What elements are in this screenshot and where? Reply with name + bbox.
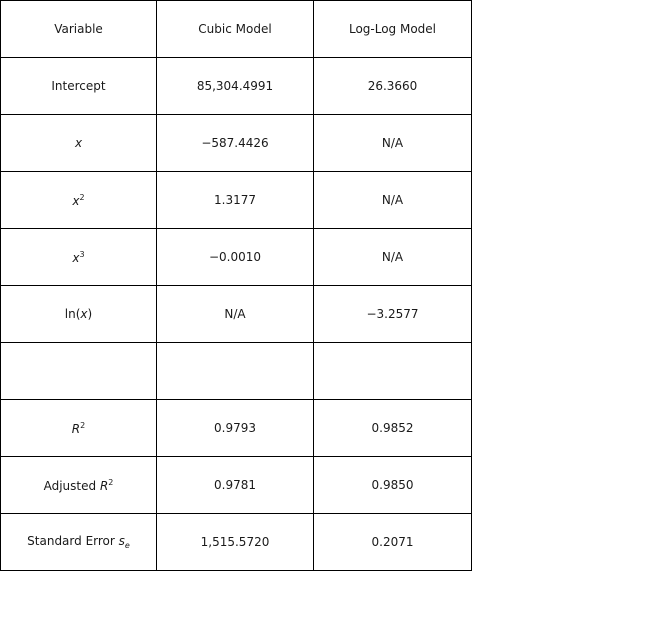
table-row (1, 286, 472, 343)
variable-symbol: x (72, 250, 80, 265)
table-row (1, 457, 472, 514)
loglog-value: 0.9850 (314, 457, 472, 514)
table-row (1, 400, 472, 457)
loglog-value: N/A (314, 229, 472, 286)
header-row (1, 1, 472, 58)
variable-cell (1, 286, 157, 343)
cubic-value: −0.0010 (157, 229, 314, 286)
header-log-log-model: Log-Log Model (314, 1, 472, 58)
variable-cell (1, 400, 157, 457)
variable-cell (1, 172, 157, 229)
variable-symbol: x (72, 193, 80, 208)
cubic-value: 0.9793 (157, 400, 314, 457)
table-row (1, 115, 472, 172)
variable-exponent: 3 (79, 249, 85, 259)
variable-prefix: ln( (64, 307, 81, 321)
variable-cell (1, 514, 157, 571)
table-row (1, 172, 472, 229)
cubic-value (157, 343, 314, 400)
header-variable: Variable (1, 1, 157, 58)
variable-exponent: 2 (108, 477, 114, 487)
header-cubic-model: Cubic Model (157, 1, 314, 58)
cubic-value: 1,515.5720 (157, 514, 314, 571)
variable-subscript: e (124, 541, 130, 550)
variable-prefix: Adjusted (43, 478, 100, 493)
variable-exponent: 2 (80, 420, 86, 430)
variable-symbol: R (99, 478, 109, 493)
table-row-empty (1, 343, 472, 400)
cubic-value: N/A (157, 286, 314, 343)
variable-cell (1, 229, 157, 286)
variable-symbol: x (74, 136, 83, 150)
loglog-value: −3.2577 (314, 286, 472, 343)
loglog-value: N/A (314, 172, 472, 229)
variable-cell: Intercept (1, 58, 157, 115)
variable-cell (1, 457, 157, 514)
variable-symbol: R (71, 421, 81, 436)
cubic-value: 0.9781 (157, 457, 314, 514)
variable-cell (1, 115, 157, 172)
variable-prefix: Standard Error (27, 534, 119, 548)
loglog-value: 0.2071 (314, 514, 472, 571)
table-row (1, 229, 472, 286)
cubic-value: −587.4426 (157, 115, 314, 172)
loglog-value: 26.3660 (314, 58, 472, 115)
cubic-value: 1.3177 (157, 172, 314, 229)
table-row (1, 514, 472, 571)
variable-cell (1, 343, 157, 400)
variable-symbol: s (118, 534, 125, 548)
variable-symbol: x (80, 307, 88, 321)
loglog-value: N/A (314, 115, 472, 172)
loglog-value (314, 343, 472, 400)
variable-exponent: 2 (79, 192, 85, 202)
table-row (1, 58, 472, 115)
cubic-value: 85,304.4991 (157, 58, 314, 115)
variable-suffix: ) (87, 307, 93, 321)
loglog-value: 0.9852 (314, 400, 472, 457)
